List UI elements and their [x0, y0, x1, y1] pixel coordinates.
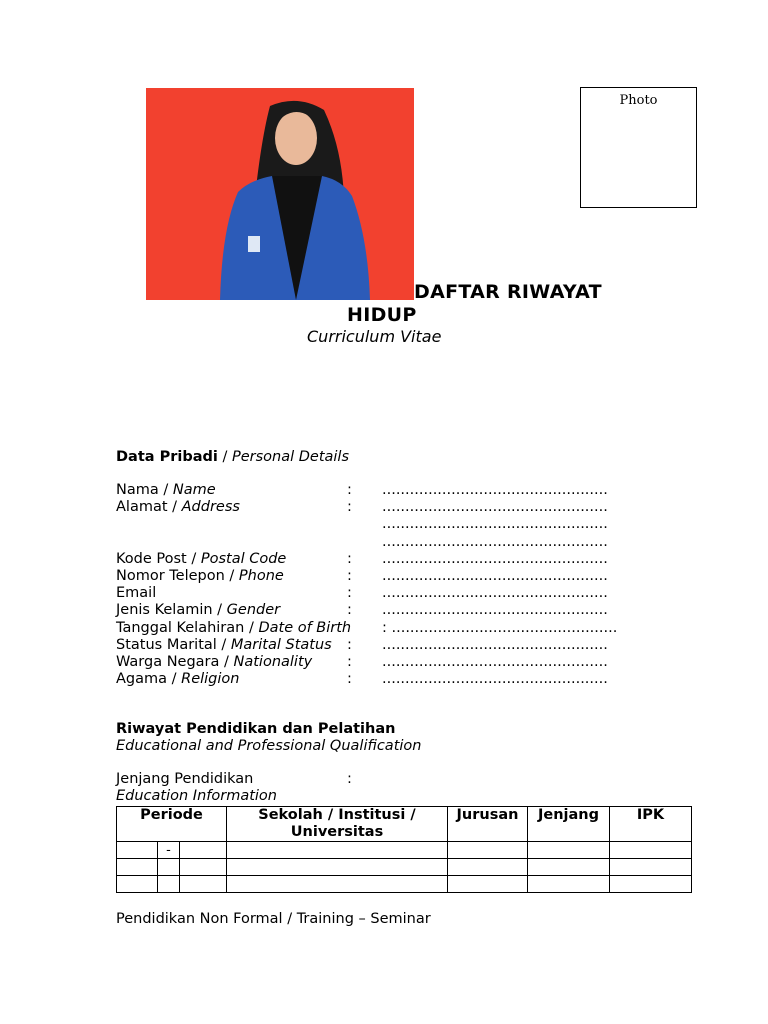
column-level: Jenjang: [528, 807, 610, 842]
table-cell: [610, 876, 692, 893]
field-label-en: Marital Status: [230, 636, 332, 653]
column-institution: Sekolah / Institusi / Universitas: [227, 807, 448, 842]
field-label-en: Gender: [226, 602, 281, 619]
education-level-label: Jenjang Pendidikan: [116, 771, 254, 787]
field-label: Alamat /: [116, 499, 182, 516]
personal-heading-id: Data Pribadi: [116, 449, 218, 465]
field-label: Tanggal Kelahiran /: [116, 619, 259, 636]
personal-field-row: [116, 637, 676, 654]
field-value: .................................................: [382, 671, 608, 688]
field-label-en: Date of Birth: [258, 619, 352, 636]
field-label: Nomor Telepon /: [116, 567, 239, 584]
personal-field-row: [116, 585, 676, 602]
education-level-colon: :: [347, 771, 352, 787]
education-info-label: Education Information: [116, 788, 277, 804]
personal-field-row: [116, 671, 676, 688]
personal-field-row: [116, 620, 676, 637]
profile-photo: [146, 88, 414, 300]
table-cell: [448, 859, 528, 876]
table-cell: [528, 859, 610, 876]
field-value: .................................................: [382, 585, 608, 602]
personal-field-row: [116, 516, 676, 533]
table-cell: [180, 876, 227, 893]
photo-placeholder-box: [580, 87, 697, 208]
field-value: .................................................: [382, 550, 608, 567]
field-label: Status Marital /: [116, 636, 231, 653]
table-cell: [180, 859, 227, 876]
field-label-en: Name: [172, 482, 216, 498]
table-row: [117, 842, 692, 859]
field-value: .................................................: [382, 482, 608, 498]
table-cell: [158, 859, 180, 876]
field-colon: :: [347, 653, 352, 670]
education-table-header: [117, 807, 692, 842]
field-colon: :: [347, 482, 352, 498]
field-colon: :: [347, 550, 352, 567]
field-label: Email: [116, 585, 157, 602]
person-silhouette-icon: [146, 88, 414, 300]
field-colon: :: [347, 567, 352, 584]
table-row: [117, 859, 692, 876]
field-label-en: Religion: [181, 671, 240, 688]
table-cell: [117, 876, 158, 893]
field-label-en: Nationality: [233, 653, 313, 670]
period-dash: -: [158, 842, 180, 859]
field-label: Nama /: [116, 482, 173, 498]
field-value: .................................................: [382, 499, 608, 516]
personal-field-row: [116, 551, 676, 568]
field-value: .................................................: [382, 567, 608, 584]
field-value: .................................................: [382, 636, 608, 653]
personal-details-heading: [116, 449, 349, 466]
title-line2: HIDUP: [347, 304, 417, 326]
education-table: [116, 806, 692, 893]
photo-placeholder-label: Photo: [619, 93, 658, 108]
education-heading: Riwayat Pendidikan dan Pelatihan: [116, 721, 396, 737]
education-heading-en: Educational and Professional Qualification: [116, 738, 422, 754]
table-cell: [227, 876, 448, 893]
field-value: .................................................: [382, 516, 608, 533]
nonformal-heading: Pendidikan Non Formal / Training – Seminar: [116, 911, 431, 927]
column-gpa: IPK: [610, 807, 692, 842]
field-label: Jenis Kelamin /: [116, 602, 227, 619]
table-cell: [227, 859, 448, 876]
field-label: Agama /: [116, 671, 182, 688]
field-label: Warga Negara /: [116, 653, 234, 670]
table-cell: [528, 876, 610, 893]
field-label-en: Address: [181, 499, 240, 516]
personal-heading-sep: /: [217, 449, 232, 465]
field-value: .................................................: [382, 653, 608, 670]
field-value: : .................................................: [382, 619, 618, 636]
personal-field-row: [116, 499, 676, 516]
field-colon: :: [347, 499, 352, 516]
table-cell: [180, 842, 227, 859]
table-cell: [117, 859, 158, 876]
field-value: .................................................: [382, 602, 608, 619]
field-label-en: Postal Code: [200, 550, 287, 567]
personal-field-row: [116, 534, 676, 551]
personal-field-row: [116, 568, 676, 585]
field-colon: :: [347, 602, 352, 619]
table-cell: [448, 842, 528, 859]
personal-heading-en: Personal Details: [231, 449, 350, 465]
table-cell: [448, 876, 528, 893]
table-cell: [610, 842, 692, 859]
personal-field-row: [116, 654, 676, 671]
table-cell: [610, 859, 692, 876]
field-label-en: Phone: [238, 567, 284, 584]
title-line1: DAFTAR RIWAYAT: [414, 281, 602, 303]
column-major: Jurusan: [448, 807, 528, 842]
table-row: [117, 876, 692, 893]
field-colon: :: [347, 636, 352, 653]
subtitle: Curriculum Vitae: [307, 327, 442, 346]
personal-fields: [116, 482, 676, 688]
table-cell: [117, 842, 158, 859]
table-cell: [158, 876, 180, 893]
field-colon: :: [347, 585, 352, 602]
table-cell: [227, 842, 448, 859]
table-cell: [528, 842, 610, 859]
field-value: .................................................: [382, 533, 608, 550]
personal-field-row: [116, 482, 676, 499]
field-colon: :: [347, 671, 352, 688]
column-periode: Periode: [117, 807, 227, 842]
personal-field-row: [116, 602, 676, 619]
field-label: Kode Post /: [116, 550, 201, 567]
